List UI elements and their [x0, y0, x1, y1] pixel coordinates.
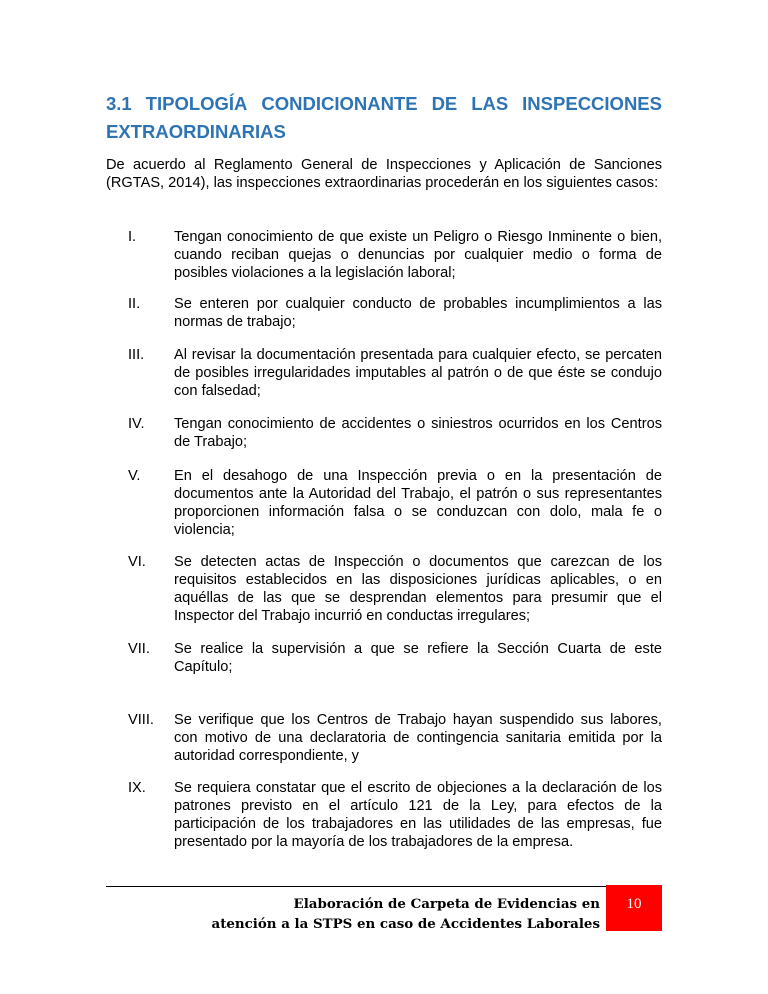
item-text: Se requiera constatar que el escrito de objeciones a la declaración de los patrones previsto en el artículo 121 de la Ley, para efectos de la participación de los trabajadores en las utilidades de las empresas, fue presentado por la mayoría de los trabajadores de la empresa. [174, 780, 662, 850]
heading-word: DE [431, 93, 458, 114]
item-number: V. [128, 468, 141, 484]
item-number: VII. [128, 641, 150, 657]
item-text: Tengan conocimiento de que existe un Peligro o Riesgo Inminente o bien, cuando reciban quejas o denuncias por cualquier medio o forma de posibles violaciones a la legislación laboral; [174, 229, 662, 281]
page-number-badge: 10 [606, 885, 662, 931]
heading-word: TIPOLOGÍA [145, 93, 248, 114]
item-text: Se realice la supervisión a que se refiere la Sección Cuarta de este Capítulo; [174, 641, 662, 675]
heading-word: CONDICIONANTE [261, 93, 418, 114]
footer-title [160, 894, 600, 934]
item-text: Se verifique que los Centros de Trabajo hayan suspendido sus labores, con motivo de una declaratoria de contingencia sanitaria emitida por la autoridad correspondiente, y [174, 712, 662, 764]
heading-word: LAS [471, 93, 509, 114]
item-text: Tengan conocimiento de accidentes o siniestros ocurridos en los Centros de Trabajo; [174, 416, 662, 450]
section-heading [106, 90, 662, 146]
item-number: I. [128, 229, 137, 245]
heading-word: 3.1 [106, 93, 132, 114]
intro-paragraph: De acuerdo al Reglamento General de Inspecciones y Aplicación de Sanciones (RGTAS, 2014), las inspecciones extraordinarias procederán en los siguientes casos: [106, 157, 662, 191]
footer-line-1: Elaboración de Carpeta de Evidencias en [293, 896, 600, 912]
heading-word: INSPECCIONES [522, 93, 662, 114]
item-text: Se enteren por cualquier conducto de probables incumplimientos a las normas de trabajo; [174, 296, 662, 330]
item-number: IX. [128, 780, 146, 796]
footer-divider [106, 886, 606, 887]
item-number: IV. [128, 416, 145, 432]
heading-line-1 [106, 90, 662, 118]
item-number: II. [128, 296, 141, 312]
footer-line-2: atención a la STPS en caso de Accidentes Laborales [211, 916, 600, 932]
item-text: Al revisar la documentación presentada para cualquier efecto, se percaten de posibles irregularidades imputables al patrón o de que éste se condujo con falsedad; [174, 347, 662, 399]
item-text: En el desahogo de una Inspección previa o en la presentación de documentos ante la Autoridad del Trabajo, el patrón o sus representantes proporcionen información falsa o se conduzcan con dolo, mala fe o violencia; [174, 468, 662, 538]
item-number: VI. [128, 554, 146, 570]
heading-line-2: EXTRAORDINARIAS [106, 121, 286, 142]
item-number: VIII. [128, 712, 154, 728]
item-number: III. [128, 347, 145, 363]
item-text: Se detecten actas de Inspección o documentos que carezcan de los requisitos establecidos en las disposiciones jurídicas aplicables, o en aquéllas de las que se desprendan elementos para presumir que el Inspector del Trabajo incurrió en conductas irregulares; [174, 554, 662, 624]
